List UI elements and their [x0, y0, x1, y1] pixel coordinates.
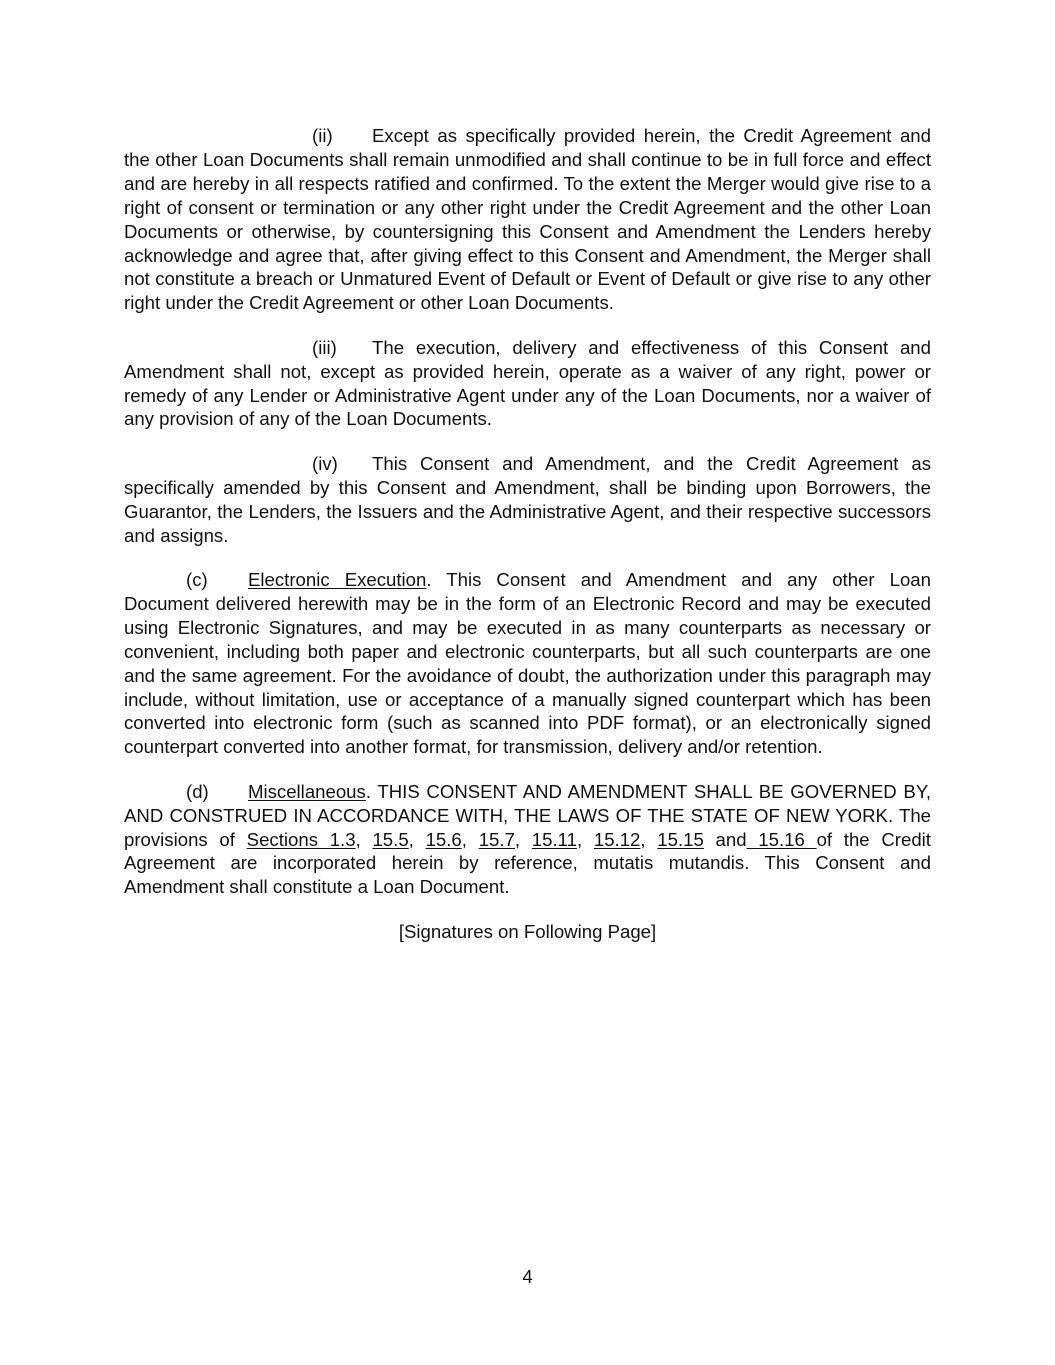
paragraph-text: of the Credit Agreement are incorporated herein by reference, mutatis mutandis. This Consent and Amendment shall constitute a Loan Document. [124, 828, 931, 898]
section-reference: 15.15 [657, 828, 704, 850]
paragraph-text: . This Consent and Amendment and any other Loan Document delivered herewith may be in the form of an Electronic Record and may be executed using Electronic Signatures, and may be executed in as many counterparts as necessary or convenient, including both paper and electronic counterparts, but all such counterparts are one and the same agreement. For the avoidance of doubt, the authorization under this paragraph may include, without limitation, use or acceptance of a manually signed counterpart which has been converted into electronic form (such as scanned into PDF format), or an electronically signed counterpart converted into another format, for transmission, delivery and/or retention. [124, 569, 931, 758]
paragraph-number: (d) [186, 780, 209, 802]
section-reference: 15.11 [531, 828, 577, 850]
paragraph-number: (iii) [312, 336, 337, 358]
paragraph-text: This Consent and Amendment, and the Credit Agreement as specifically amended by this Consent and Amendment, shall be binding upon Borrowers, the Guarantor, the Lenders, the Issuers and the Administrative Agent, and their respective successors and assigns. [124, 452, 931, 546]
page-number: 4 [522, 1266, 533, 1287]
section-reference: 15.16 [746, 828, 817, 850]
document-body [124, 124, 931, 964]
paragraph-text: and [703, 828, 747, 850]
paragraph-number: (c) [186, 569, 208, 590]
paragraph-number: (ii) [312, 125, 333, 146]
section-reference: 15.5 [372, 828, 409, 850]
paragraph-number: (iv) [312, 452, 338, 474]
paragraph-c [124, 568, 931, 759]
section-reference: 15.7 [478, 828, 515, 850]
paragraph-text: . THIS CONSENT AND AMENDMENT SHALL BE GOVERNED BY, AND CONSTRUED IN ACCORDANCE WITH, THE LAWS OF THE STATE OF NEW YORK. The provisions of [124, 780, 931, 850]
section-heading: Miscellaneous [248, 780, 366, 802]
section-reference: Sections 1.3 [246, 828, 356, 850]
paragraph-iv [124, 452, 931, 548]
paragraph-text: The execution, delivery and effectiveness of this Consent and Amendment shall not, except as provided herein, operate as a waiver of any right, power or remedy of any Lender or Administrative Agent under any of the Loan Documents, nor a waiver of any provision of any of the Loan Documents. [124, 336, 931, 430]
section-reference: 15.12 [593, 828, 641, 850]
section-reference: 15.6 [425, 828, 462, 850]
paragraph-iii [124, 336, 931, 432]
paragraph-d: (d) Miscellaneous. THIS CONSENT AND AMENDMENT SHALL BE GOVERNED BY, AND CONSTRUED IN ACCORDANCE WITH, THE LAWS OF THE STATE OF NEW YORK. The provisions of Sections 1.3, 15.5, 15.6, 15.7, 15.11, 15.12, 15.15 and 15.16 of the Credit Agreement are incorporated herein by reference, mutatis mutandis. This Consent and Amendment shall constitute a Loan Document. [124, 780, 931, 898]
section-heading: Electronic Execution [248, 569, 427, 590]
signature-note: [Signatures on Following Page] [398, 920, 657, 942]
paragraph-ii [124, 124, 931, 315]
paragraph-text: Except as specifically provided herein, the Credit Agreement and the other Loan Documents shall remain unmodified and shall continue to be in full force and effect and are hereby in all respects ratified and confirmed. To the extent the Merger would give rise to a right of consent or termination or any other right under the Credit Agreement and the other Loan Documents or otherwise, by countersigning this Consent and Amendment the Lenders hereby acknowledge and agree that, after giving effect to this Consent and Amendment, the Merger shall not constitute a breach or Unmatured Event of Default or Event of Default or give rise to any other right under the Credit Agreement or other Loan Documents. [124, 125, 931, 314]
